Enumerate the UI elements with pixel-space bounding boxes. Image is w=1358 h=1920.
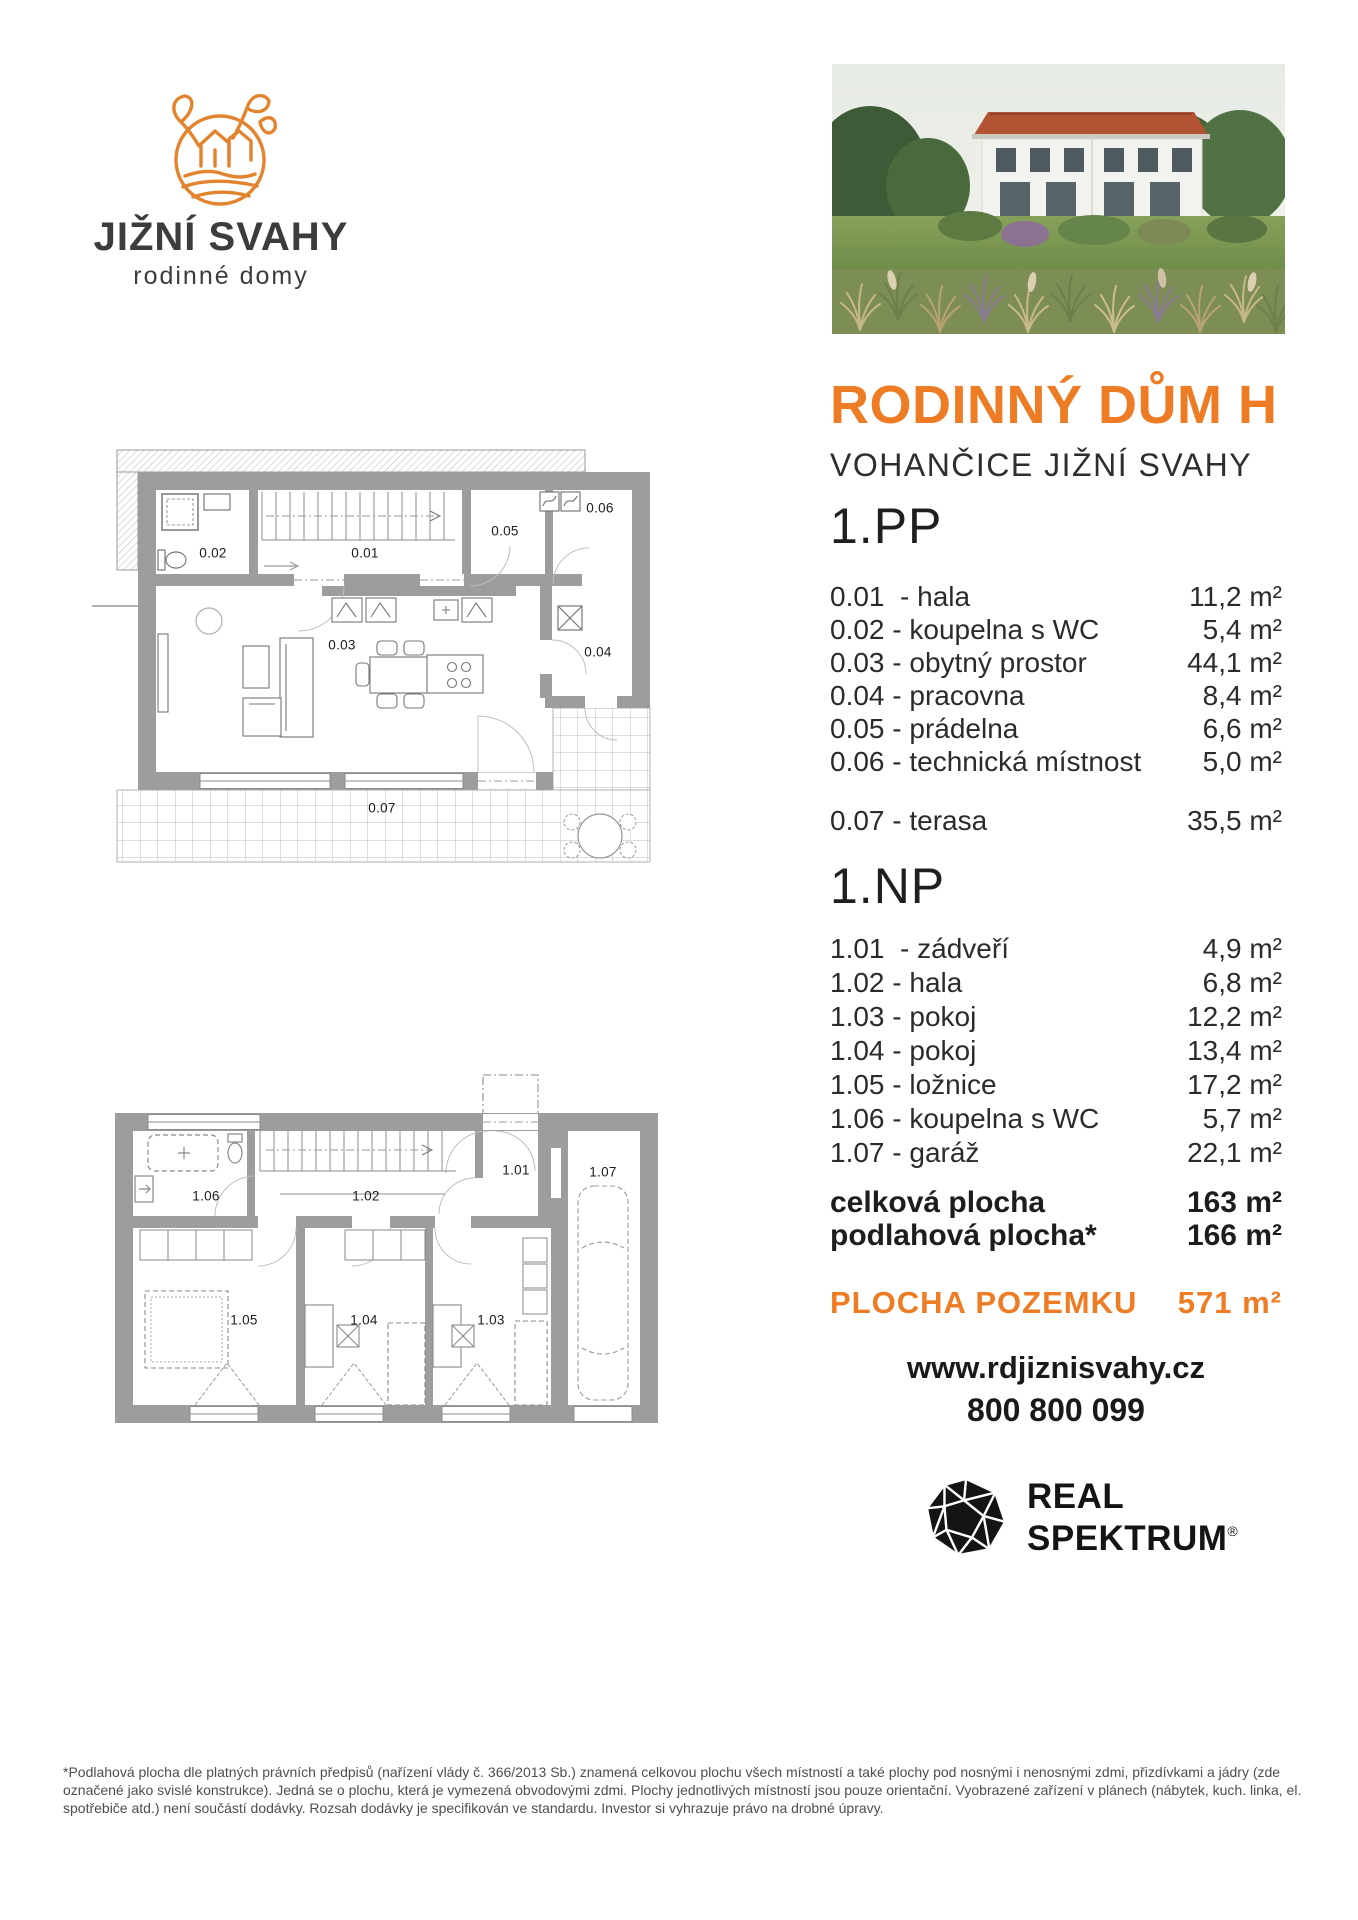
room-row <box>830 1137 1282 1171</box>
room-row-terrace <box>830 805 1282 838</box>
room-list-1np <box>830 933 1282 1171</box>
room-area: 12,2 m² <box>1187 1001 1282 1032</box>
room-label: 0.02 - koupelna s WC <box>830 614 1100 645</box>
tilt-door-symbols <box>195 1363 509 1405</box>
room-area: 5,7 m² <box>1202 1103 1282 1134</box>
dining-set <box>356 641 483 708</box>
room-area: 22,1 m² <box>1187 1137 1282 1168</box>
room-label: 1.01 - zádveří <box>830 933 1009 964</box>
room-area: 6,6 m² <box>1202 713 1282 744</box>
plan-room-code: 1.01 <box>502 1162 530 1178</box>
plan-room-code: 0.02 <box>199 545 227 561</box>
total-value: 166 m² <box>1186 1219 1282 1252</box>
total-label: podlahová plocha* <box>830 1219 1097 1252</box>
room-label: 1.04 - pokoj <box>830 1035 977 1066</box>
living-furniture <box>158 634 313 737</box>
plan-room-code: 0.07 <box>368 800 396 816</box>
bedroom-furniture <box>145 1291 547 1405</box>
logo-leaf-right-1 <box>247 96 269 112</box>
stairs <box>260 1131 456 1194</box>
plan-room-code: 1.02 <box>352 1188 380 1204</box>
room-area: 13,4 m² <box>1187 1035 1282 1066</box>
shower-0_06 <box>558 606 582 630</box>
logo-house-back <box>229 131 251 160</box>
plan-room-code: 1.05 <box>230 1312 258 1328</box>
agency-line1: REAL <box>1027 1477 1125 1516</box>
room-label: 0.07 - terasa <box>830 805 988 836</box>
plant <box>196 608 222 634</box>
room-area: 6,8 m² <box>1202 967 1282 998</box>
floor-plan-1np <box>90 1068 668 1432</box>
room-label: 0.04 - pracovna <box>830 680 1025 711</box>
floor-heading-1np: 1.NP <box>830 858 946 914</box>
room-label: 0.01 - hala <box>830 581 971 612</box>
room-label: 1.07 - garáž <box>830 1137 980 1168</box>
website-link[interactable]: www.rdjiznisvahy.cz <box>906 1350 1206 1385</box>
house-photo <box>832 64 1285 334</box>
plan-room-code: 1.07 <box>589 1164 617 1180</box>
footnote: *Podlahová plocha dle platných právních předpisů (nařízení vlády č. 366/2013 Sb.) znamená celkovou plochu všech místností a také plochy pod nosnými i nenosnými zdmi, přizdívkami a jádry (zde označené jako svislé konstrukce). Jedná se o plochu, která je vymezená obvodovými zdmi. Plochy jednotlivých místností jsou pouze orientační. Vyobrazené zařízení v plánech (nábytek, kuch. linka, el. spotřebiče atd.) není součástí dodávky. Rozsah dodávky je specifikován ve standardu. Investor si vyhrazuje právo na drobné úpravy. <box>63 1764 1302 1816</box>
plan-room-code: 0.03 <box>328 637 356 653</box>
room-area: 17,2 m² <box>1187 1069 1282 1100</box>
land-value: 571 m² <box>1177 1285 1282 1320</box>
room-row <box>830 581 1282 614</box>
brand-logo-icon <box>163 84 277 212</box>
room-row <box>830 1035 1282 1069</box>
room-row <box>830 933 1282 967</box>
plan-room-code: 1.04 <box>350 1312 378 1328</box>
kitchen-units <box>332 598 492 622</box>
room-area: 5,0 m² <box>1202 746 1282 777</box>
room-row <box>830 967 1282 1001</box>
entrance-arrow <box>264 562 298 570</box>
agency-logo <box>925 1476 1238 1560</box>
room-area: 4,9 m² <box>1202 933 1282 964</box>
agency-line2: SPEKTRUM® <box>1027 1519 1239 1558</box>
room-area: 35,5 m² <box>1187 805 1282 836</box>
plan-room-code: 1.06 <box>192 1188 220 1204</box>
phone-number: 800 800 099 <box>967 1392 1145 1428</box>
room-area: 8,4 m² <box>1202 680 1282 711</box>
room-label: 1.03 - pokoj <box>830 1001 977 1032</box>
logo-leaf-left <box>174 96 192 122</box>
total-row <box>830 1186 1282 1219</box>
room-label: 1.02 - hala <box>830 967 963 998</box>
total-label: celková plocha <box>830 1186 1046 1219</box>
plan-room-code: 0.01 <box>351 545 379 561</box>
room-area: 11,2 m² <box>1189 581 1282 612</box>
room-row <box>830 713 1282 746</box>
room-row <box>830 1069 1282 1103</box>
logo-leaf-right-2 <box>260 118 275 133</box>
bathroom-fixtures-1_06 <box>135 1134 242 1202</box>
total-value: 163 m² <box>1186 1186 1282 1219</box>
brand-tagline: rodinné domy <box>133 262 309 290</box>
room-label: 0.06 - technická místnost <box>830 746 1142 777</box>
total-row <box>830 1219 1282 1252</box>
room-list-1pp <box>830 581 1282 838</box>
agency-name <box>1027 1477 1239 1558</box>
floor-heading-1pp: 1.PP <box>830 498 943 554</box>
room-label: 0.05 - prádelna <box>830 713 1019 744</box>
room-row <box>830 647 1282 680</box>
plan-room-code: 0.04 <box>584 644 612 660</box>
totals-block <box>830 1186 1282 1252</box>
laundry-appliances <box>540 492 580 511</box>
brand-name: JIŽNÍ SVAHY <box>93 215 349 259</box>
room-label: 0.03 - obytný prostor <box>830 647 1087 678</box>
room-row <box>830 1001 1282 1035</box>
plan-room-code: 0.06 <box>586 500 614 516</box>
page-subtitle: VOHANČICE JIŽNÍ SVAHY <box>830 447 1253 483</box>
room-area: 5,4 m² <box>1202 614 1282 645</box>
room-label: 1.06 - koupelna s WC <box>830 1103 1100 1134</box>
page-title: RODINNÝ DŮM H <box>830 375 1278 435</box>
registered-mark: ® <box>1227 1523 1239 1539</box>
room-row <box>830 746 1282 779</box>
stairs <box>262 492 455 540</box>
land-label: PLOCHA POZEMKU <box>830 1285 1138 1320</box>
room-row <box>830 680 1282 713</box>
room-row <box>830 1103 1282 1137</box>
plan-room-code: 1.03 <box>477 1312 505 1328</box>
room-label: 1.05 - ložnice <box>830 1069 997 1100</box>
car <box>578 1186 628 1400</box>
house-rendering <box>972 112 1210 224</box>
plan-room-code: 0.05 <box>491 523 519 539</box>
real-spektrum-icon <box>925 1476 1007 1560</box>
land-area-row <box>830 1285 1282 1321</box>
room-area: 44,1 m² <box>1187 647 1282 678</box>
room-row <box>830 614 1282 647</box>
